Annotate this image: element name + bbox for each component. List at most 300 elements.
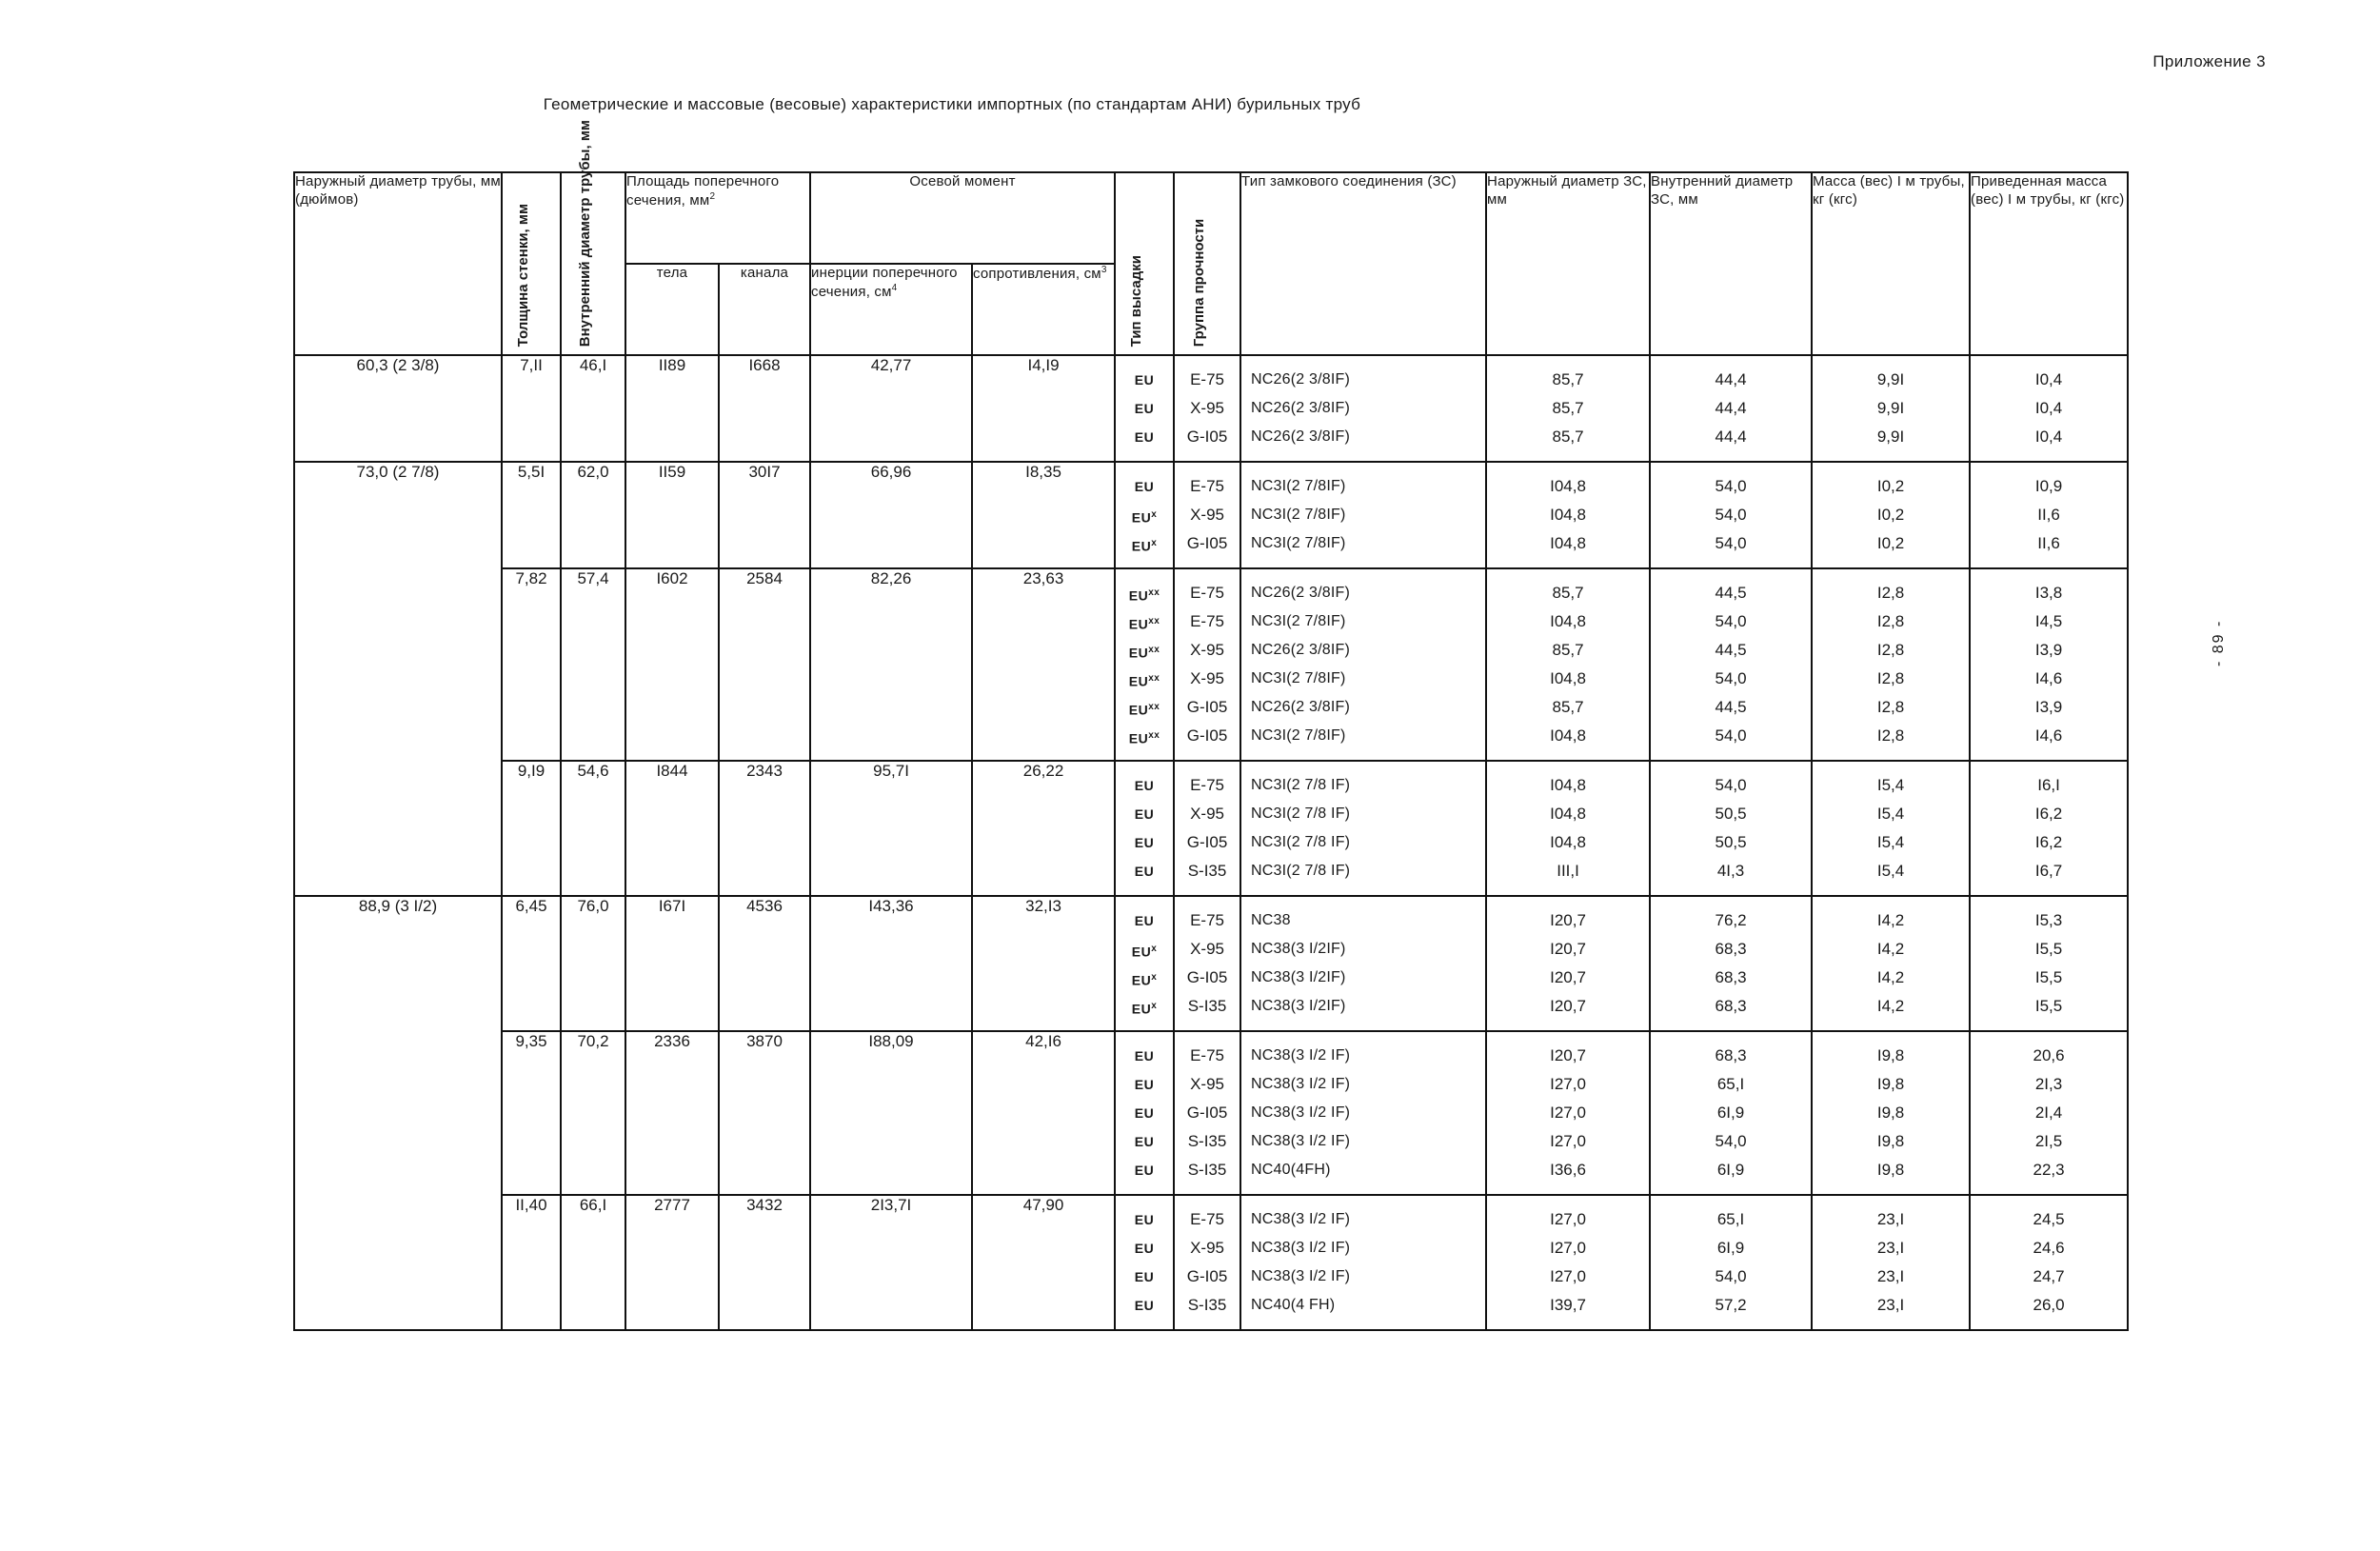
cell-moment-resistance: 32,I3: [972, 896, 1115, 1031]
cell-mass-item: I4,2: [1876, 997, 1905, 1015]
cell-strength-group-item: G-I05: [1186, 534, 1228, 552]
cell-tool-joint-item: NC40(4 FH): [1251, 1297, 1336, 1313]
cell-strength-group-item: S-I35: [1187, 1296, 1227, 1314]
cell-inner-diameter: 57,4: [561, 568, 625, 761]
cell-tj-inner-item: 6I,9: [1716, 1161, 1745, 1179]
cell-strength-group: [1174, 1195, 1240, 1330]
cell-upset-type: [1115, 1031, 1174, 1195]
cell-tj-inner-item: 54,0: [1715, 612, 1747, 630]
cell-tool-joint-item: NC38(3 I/2 IF): [1251, 1104, 1351, 1121]
cell-wall-thickness: II,40: [502, 1195, 561, 1330]
th-mass: Масса (вес) I м трубы, кг (кгс): [1812, 172, 1970, 355]
cell-reduced-mass-item: 24,7: [2033, 1267, 2065, 1285]
cell-mass-item: 23,I: [1876, 1267, 1905, 1285]
cell-reduced-mass-item: 26,0: [2033, 1296, 2065, 1314]
cell-strength-group: [1174, 1031, 1240, 1195]
cell-area-channel: I668: [719, 355, 810, 462]
cell-tj-outer-item: I20,7: [1550, 968, 1586, 986]
cell-strength-group-item: E-75: [1190, 1046, 1224, 1064]
cell-strength-group-item: G-I05: [1186, 1104, 1228, 1122]
cell-upset-type-item: EU$^{xx}$: [1128, 616, 1160, 632]
cell-tool-joint: [1240, 355, 1486, 462]
cell-upset-type: [1115, 1195, 1174, 1330]
cell-mass-item: I5,4: [1876, 776, 1905, 794]
cell-area-body: 2777: [625, 1195, 719, 1330]
cell-upset-type-item: $EU^x$: [1131, 972, 1158, 988]
cell-reduced-mass: [1970, 761, 2128, 896]
cell-reduced-mass: [1970, 1031, 2128, 1195]
cell-mass: [1812, 1031, 1970, 1195]
cell-wall-thickness: 6,45: [502, 896, 561, 1031]
cell-mass-item: 9,9I: [1876, 370, 1905, 388]
cell-tj-outer: [1486, 462, 1650, 568]
cell-upset-type-item: EU$^{xx}$: [1128, 702, 1160, 718]
cell-tj-outer: [1486, 761, 1650, 896]
cell-tool-joint: [1240, 462, 1486, 568]
cell-moment-resistance: 47,90: [972, 1195, 1115, 1330]
cell-reduced-mass-item: I0,4: [2034, 399, 2063, 417]
cell-upset-type-item: EU: [1134, 429, 1155, 445]
th-strength-group: Группа прочности: [1174, 172, 1240, 355]
cell-tj-outer-item: 85,7: [1552, 584, 1584, 602]
cell-tj-outer-item: I20,7: [1550, 911, 1586, 929]
table-row: [294, 1195, 2128, 1330]
th-inner-diameter: Внутренний диаметр трубы, мм: [561, 172, 625, 355]
cell-strength-group-item: X-95: [1190, 399, 1224, 417]
cell-tool-joint-item: NC26(2 3/8IF): [1251, 642, 1350, 658]
cell-tj-outer-item: 85,7: [1552, 370, 1584, 388]
cell-strength-group-item: X-95: [1190, 641, 1224, 659]
cell-upset-type: [1115, 896, 1174, 1031]
cell-tj-inner-item: 57,2: [1715, 1296, 1747, 1314]
cell-tj-outer-item: I27,0: [1550, 1132, 1586, 1150]
cell-moment-resistance: 23,63: [972, 568, 1115, 761]
cell-strength-group-item: G-I05: [1186, 698, 1228, 716]
cell-upset-type-item: $EU^x$: [1131, 944, 1158, 960]
cell-reduced-mass-item: II,6: [2037, 506, 2060, 524]
cell-tool-joint: [1240, 568, 1486, 761]
cell-moment-inertia: 82,26: [810, 568, 972, 761]
cell-strength-group-item: E-75: [1190, 612, 1224, 630]
cell-mass-item: I9,8: [1876, 1075, 1905, 1093]
cell-tool-joint-item: NC38(3 I/2 IF): [1251, 1133, 1351, 1149]
cell-area-channel: 2343: [719, 761, 810, 896]
cell-mass-item: 23,I: [1876, 1210, 1905, 1228]
cell-tj-inner-item: 44,5: [1715, 584, 1747, 602]
cell-upset-type-item: EU$^{xx}$: [1128, 730, 1160, 746]
cell-area-channel: 3870: [719, 1031, 810, 1195]
th-area-body: тела: [625, 264, 719, 355]
cell-tool-joint-item: NC26(2 3/8IF): [1251, 699, 1350, 715]
cell-tj-outer-item: I36,6: [1550, 1161, 1586, 1179]
cell-strength-group-item: X-95: [1190, 940, 1224, 958]
cell-reduced-mass-item: 2I,5: [2034, 1132, 2063, 1150]
cell-outer-diameter: 60,3 (2 3/8): [294, 355, 502, 462]
cell-tool-joint-item: NC3I(2 7/8 IF): [1251, 777, 1351, 793]
cell-tj-inner-item: 44,4: [1715, 370, 1747, 388]
cell-mass-item: I4,2: [1876, 968, 1905, 986]
cell-reduced-mass-item: I5,5: [2034, 997, 2063, 1015]
cell-strength-group-item: S-I35: [1187, 1161, 1227, 1179]
cell-mass: [1812, 761, 1970, 896]
cell-reduced-mass-item: I3,9: [2034, 698, 2063, 716]
table-row: [294, 896, 2128, 1031]
cell-tj-inner: [1650, 761, 1812, 896]
cell-tj-outer-item: 85,7: [1552, 698, 1584, 716]
cell-area-body: II59: [625, 462, 719, 568]
cell-tj-inner-item: 4I,3: [1716, 862, 1745, 880]
cell-tj-inner-item: 54,0: [1715, 1132, 1747, 1150]
cell-strength-group-item: X-95: [1190, 1075, 1224, 1093]
cell-outer-diameter: 88,9 (3 I/2): [294, 896, 502, 1330]
th-upset-type: Тип высадки: [1115, 172, 1174, 355]
cell-wall-thickness: 7,82: [502, 568, 561, 761]
cell-tj-inner-item: 68,3: [1715, 1046, 1747, 1064]
cell-reduced-mass-item: 2I,4: [2034, 1104, 2063, 1122]
cell-upset-type: [1115, 568, 1174, 761]
cell-tj-inner-item: 54,0: [1715, 776, 1747, 794]
cell-upset-type-item: EU: [1134, 479, 1155, 494]
cell-tj-outer-item: 85,7: [1552, 641, 1584, 659]
characteristics-table: [293, 119, 2129, 1331]
cell-tj-inner-item: 6I,9: [1716, 1104, 1745, 1122]
cell-tj-outer-item: I04,8: [1550, 726, 1586, 745]
cell-upset-type: [1115, 462, 1174, 568]
cell-tool-joint: [1240, 896, 1486, 1031]
cell-tj-outer-item: I27,0: [1550, 1104, 1586, 1122]
cell-mass-item: I9,8: [1876, 1132, 1905, 1150]
cell-reduced-mass-item: I5,5: [2034, 968, 2063, 986]
th-tj-inner-diameter: Внутренний диаметр ЗС, мм: [1650, 172, 1812, 355]
cell-tj-outer-item: I20,7: [1550, 997, 1586, 1015]
cell-upset-type-item: EU: [1134, 835, 1155, 850]
table-row: [294, 761, 2128, 896]
cell-reduced-mass-item: I5,5: [2034, 940, 2063, 958]
cell-tj-outer: [1486, 896, 1650, 1031]
cell-strength-group-item: G-I05: [1186, 968, 1228, 986]
cell-tool-joint-item: NC40(4FH): [1251, 1162, 1331, 1178]
cell-tool-joint-item: NC38(3 I/2 IF): [1251, 1268, 1351, 1284]
cell-mass-item: I2,8: [1876, 726, 1905, 745]
cell-moment-resistance: I4,I9: [972, 355, 1115, 462]
cell-upset-type-item: EU: [1134, 1163, 1155, 1178]
cell-moment-inertia: I43,36: [810, 896, 972, 1031]
cell-mass-item: 23,I: [1876, 1239, 1905, 1257]
cell-strength-group-item: X-95: [1190, 1239, 1224, 1257]
cell-tool-joint-item: NC3I(2 7/8 IF): [1251, 805, 1351, 822]
cell-tool-joint-item: NC26(2 3/8IF): [1251, 428, 1350, 445]
cell-strength-group-item: E-75: [1190, 477, 1224, 495]
cell-mass: [1812, 568, 1970, 761]
cell-tool-joint-item: NC38(3 I/2 IF): [1251, 1076, 1351, 1092]
cell-tj-inner-item: 68,3: [1715, 968, 1747, 986]
cell-tool-joint-item: NC38(3 I/2IF): [1251, 941, 1346, 957]
cell-strength-group: [1174, 462, 1240, 568]
cell-tj-inner-item: 65,I: [1716, 1075, 1745, 1093]
cell-moment-resistance: I8,35: [972, 462, 1115, 568]
cell-inner-diameter: 70,2: [561, 1031, 625, 1195]
cell-tool-joint: [1240, 1031, 1486, 1195]
cell-reduced-mass: [1970, 462, 2128, 568]
cell-tj-inner-item: 44,5: [1715, 641, 1747, 659]
cell-tool-joint-item: NC38(3 I/2IF): [1251, 969, 1346, 985]
cell-strength-group-item: S-I35: [1187, 997, 1227, 1015]
cell-wall-thickness: 5,5I: [502, 462, 561, 568]
cell-tool-joint-item: NC38(3 I/2 IF): [1251, 1240, 1351, 1256]
cell-tj-inner: [1650, 1195, 1812, 1330]
table-row: [294, 568, 2128, 761]
cell-mass-item: I9,8: [1876, 1161, 1905, 1179]
cell-reduced-mass-item: I0,9: [2034, 477, 2063, 495]
cell-inner-diameter: 76,0: [561, 896, 625, 1031]
cell-upset-type: [1115, 761, 1174, 896]
cell-tool-joint-item: NC26(2 3/8IF): [1251, 371, 1350, 388]
cell-tj-inner: [1650, 1031, 1812, 1195]
cell-area-body: I67I: [625, 896, 719, 1031]
cell-tj-inner: [1650, 896, 1812, 1031]
cell-inner-diameter: 54,6: [561, 761, 625, 896]
th-moment-resistance: сопротивления, $см^3$: [972, 264, 1115, 355]
th-area-group: Площадь поперечного сечения, $мм^2$: [625, 172, 810, 264]
cell-tj-outer-item: I27,0: [1550, 1267, 1586, 1285]
cell-upset-type-item: $EU^x$: [1131, 1001, 1158, 1017]
cell-upset-type-item: EU$^{xx}$: [1128, 587, 1160, 604]
cell-tj-outer-item: I04,8: [1550, 612, 1586, 630]
cell-upset-type-item: EU: [1134, 1048, 1155, 1064]
cell-reduced-mass-item: 2I,3: [2034, 1075, 2063, 1093]
cell-mass-item: I2,8: [1876, 641, 1905, 659]
cell-area-channel: 3432: [719, 1195, 810, 1330]
cell-mass-item: I2,8: [1876, 584, 1905, 602]
cell-moment-resistance: 42,I6: [972, 1031, 1115, 1195]
cell-tool-joint: [1240, 761, 1486, 896]
cell-wall-thickness: 7,II: [502, 355, 561, 462]
cell-strength-group: [1174, 896, 1240, 1031]
cell-strength-group-item: X-95: [1190, 805, 1224, 823]
cell-upset-type-item: EU: [1134, 778, 1155, 793]
th-tool-joint-type: Тип замкового соединения (ЗС): [1240, 172, 1486, 355]
cell-reduced-mass-item: I6,2: [2034, 833, 2063, 851]
cell-strength-group: [1174, 761, 1240, 896]
cell-tj-inner-item: 54,0: [1715, 477, 1747, 495]
cell-strength-group-item: X-95: [1190, 506, 1224, 524]
cell-tj-inner-item: 44,4: [1715, 399, 1747, 417]
table-header-row: [294, 172, 2128, 264]
cell-upset-type-item: EU: [1134, 1241, 1155, 1256]
cell-upset-type-item: EU: [1134, 1134, 1155, 1149]
appendix-label: Приложение 3: [2152, 52, 2266, 70]
cell-tj-outer-item: I27,0: [1550, 1075, 1586, 1093]
cell-tj-outer-item: I27,0: [1550, 1239, 1586, 1257]
cell-tj-outer-item: I27,0: [1550, 1210, 1586, 1228]
cell-tj-inner-item: 54,0: [1715, 534, 1747, 552]
cell-tj-inner-item: 54,0: [1715, 669, 1747, 687]
cell-tool-joint-item: NC3I(2 7/8IF): [1251, 535, 1346, 551]
cell-strength-group-item: E-75: [1190, 1210, 1224, 1228]
cell-strength-group-item: S-I35: [1187, 1132, 1227, 1150]
cell-strength-group-item: G-I05: [1186, 1267, 1228, 1285]
th-wall-thickness: Толщина стенки, мм: [502, 172, 561, 355]
cell-tj-outer-item: III,I: [1557, 862, 1579, 880]
cell-upset-type-item: $EU^x$: [1131, 509, 1158, 526]
cell-tool-joint-item: NC3I(2 7/8IF): [1251, 478, 1346, 494]
table-head: [294, 119, 2128, 355]
cell-tj-inner-item: 54,0: [1715, 726, 1747, 745]
cell-tj-outer-item: I20,7: [1550, 940, 1586, 958]
cell-tool-joint-item: NC3I(2 7/8 IF): [1251, 863, 1351, 879]
cell-tj-inner-item: 50,5: [1715, 833, 1747, 851]
cell-mass: [1812, 355, 1970, 462]
cell-tj-outer-item: I04,8: [1550, 534, 1586, 552]
cell-reduced-mass-item: I4,6: [2034, 726, 2063, 745]
cell-tj-outer: [1486, 355, 1650, 462]
cell-strength-group-item: X-95: [1190, 669, 1224, 687]
cell-reduced-mass-item: 22,3: [2033, 1161, 2065, 1179]
cell-tj-inner-item: 68,3: [1715, 997, 1747, 1015]
page-number: - 89 -: [2211, 619, 2227, 666]
cell-tool-joint-item: NC3I(2 7/8IF): [1251, 670, 1346, 686]
characteristics-table-wrapper: [293, 119, 2127, 1331]
cell-mass-item: I9,8: [1876, 1046, 1905, 1064]
cell-mass-item: 23,I: [1876, 1296, 1905, 1314]
cell-strength-group: [1174, 568, 1240, 761]
cell-strength-group-item: G-I05: [1186, 428, 1228, 446]
cell-mass-item: I2,8: [1876, 669, 1905, 687]
cell-tj-outer-item: I04,8: [1550, 776, 1586, 794]
cell-upset-type-item: EU: [1134, 1077, 1155, 1092]
cell-tool-joint: [1240, 1195, 1486, 1330]
cell-tj-inner-item: 44,4: [1715, 428, 1747, 446]
cell-mass-item: I0,2: [1876, 534, 1905, 552]
th-area-exponent: 2: [709, 190, 716, 202]
cell-upset-type-item: $EU^x$: [1131, 538, 1158, 554]
cell-mass-item: I0,2: [1876, 477, 1905, 495]
cell-mass-item: I5,4: [1876, 833, 1905, 851]
cell-upset-type-item: EU: [1134, 1298, 1155, 1313]
cell-strength-group: [1174, 355, 1240, 462]
cell-area-body: 2336: [625, 1031, 719, 1195]
cell-upset-type-item: EU$^{xx}$: [1128, 645, 1160, 661]
cell-mass-item: I9,8: [1876, 1104, 1905, 1122]
cell-area-channel: 2584: [719, 568, 810, 761]
cell-tool-joint-item: NC26(2 3/8IF): [1251, 400, 1350, 416]
cell-inner-diameter: 46,I: [561, 355, 625, 462]
cell-tj-outer-item: I39,7: [1550, 1296, 1586, 1314]
table-row: [294, 462, 2128, 568]
cell-strength-group-item: E-75: [1190, 370, 1224, 388]
cell-upset-type: [1115, 355, 1174, 462]
th-moment-group: Осевой момент: [810, 172, 1115, 264]
cell-mass-item: I5,4: [1876, 805, 1905, 823]
cell-mass: [1812, 896, 1970, 1031]
cell-upset-type-item: EU$^{xx}$: [1128, 673, 1160, 689]
cell-outer-diameter: 73,0 (2 7/8): [294, 462, 502, 896]
cell-reduced-mass: [1970, 355, 2128, 462]
cell-reduced-mass-item: I3,9: [2034, 641, 2063, 659]
cell-tj-inner-item: 65,I: [1716, 1210, 1745, 1228]
cell-tj-inner-item: 50,5: [1715, 805, 1747, 823]
cell-mass-item: I0,2: [1876, 506, 1905, 524]
cell-tj-outer: [1486, 1031, 1650, 1195]
page-title: Геометрические и массовые (весовые) характеристики импортных (по стандартам АНИ) бурильных труб: [543, 95, 1361, 113]
cell-moment-resistance: 26,22: [972, 761, 1115, 896]
table-row: [294, 355, 2128, 462]
th-inertia-exponent: 4: [891, 282, 898, 293]
cell-tool-joint-item: NC3I(2 7/8IF): [1251, 507, 1346, 523]
cell-tj-inner-item: 68,3: [1715, 940, 1747, 958]
cell-moment-inertia: 66,96: [810, 462, 972, 568]
cell-tj-outer-item: I04,8: [1550, 833, 1586, 851]
cell-tj-inner-item: 44,5: [1715, 698, 1747, 716]
cell-area-body: II89: [625, 355, 719, 462]
cell-inner-diameter: 66,I: [561, 1195, 625, 1330]
cell-mass-item: I4,2: [1876, 911, 1905, 929]
table-body: [294, 355, 2128, 1330]
cell-upset-type-item: EU: [1134, 913, 1155, 928]
cell-tj-inner: [1650, 462, 1812, 568]
cell-tool-joint-item: NC38(3 I/2 IF): [1251, 1047, 1351, 1064]
cell-mass-item: 9,9I: [1876, 399, 1905, 417]
cell-area-body: I844: [625, 761, 719, 896]
th-moment-inertia: инерции поперечного сечения, $см^4$: [810, 264, 972, 355]
cell-wall-thickness: 9,35: [502, 1031, 561, 1195]
cell-reduced-mass-item: I5,3: [2034, 911, 2063, 929]
cell-moment-inertia: 2I3,7I: [810, 1195, 972, 1330]
cell-upset-type-item: EU: [1134, 372, 1155, 388]
cell-tool-joint-item: NC38(3 I/2IF): [1251, 998, 1346, 1014]
cell-upset-type-item: EU: [1134, 864, 1155, 879]
cell-tj-outer: [1486, 1195, 1650, 1330]
cell-tj-inner: [1650, 355, 1812, 462]
cell-tj-outer-item: I04,8: [1550, 506, 1586, 524]
cell-reduced-mass-item: II,6: [2037, 534, 2060, 552]
cell-mass: [1812, 1195, 1970, 1330]
cell-tool-joint-item: NC38(3 I/2 IF): [1251, 1211, 1351, 1227]
cell-mass-item: I5,4: [1876, 862, 1905, 880]
cell-strength-group-item: E-75: [1190, 776, 1224, 794]
cell-moment-inertia: 95,7I: [810, 761, 972, 896]
cell-strength-group-item: G-I05: [1186, 726, 1228, 745]
cell-tj-inner-item: 54,0: [1715, 506, 1747, 524]
cell-moment-inertia: 42,77: [810, 355, 972, 462]
cell-tj-outer-item: I20,7: [1550, 1046, 1586, 1064]
cell-strength-group-item: G-I05: [1186, 833, 1228, 851]
cell-upset-type-item: EU: [1134, 401, 1155, 416]
cell-tj-outer-item: I04,8: [1550, 669, 1586, 687]
cell-reduced-mass-item: 20,6: [2033, 1046, 2065, 1064]
cell-tj-outer-item: I04,8: [1550, 805, 1586, 823]
cell-mass-item: I4,2: [1876, 940, 1905, 958]
cell-tj-inner-item: 6I,9: [1716, 1239, 1745, 1257]
th-outer-diameter: Наружный диаметр трубы, мм (дюймов): [294, 172, 502, 355]
cell-reduced-mass-item: I0,4: [2034, 428, 2063, 446]
cell-reduced-mass: [1970, 896, 2128, 1031]
table-row: [294, 1031, 2128, 1195]
cell-tj-outer-item: 85,7: [1552, 399, 1584, 417]
cell-strength-group-item: E-75: [1190, 911, 1224, 929]
cell-tool-joint-item: NC26(2 3/8IF): [1251, 585, 1350, 601]
cell-mass-item: I2,8: [1876, 612, 1905, 630]
cell-wall-thickness: 9,I9: [502, 761, 561, 896]
cell-reduced-mass-item: I6,2: [2034, 805, 2063, 823]
cell-reduced-mass-item: I6,I: [2037, 776, 2060, 794]
cell-reduced-mass-item: I0,4: [2034, 370, 2063, 388]
cell-tool-joint-item: NC38: [1251, 912, 1291, 928]
th-reduced-mass: Приведенная масса (вес) I м трубы, кг (кгс): [1970, 172, 2128, 355]
cell-mass-item: 9,9I: [1876, 428, 1905, 446]
cell-tool-joint-item: NC3I(2 7/8IF): [1251, 727, 1346, 744]
cell-area-channel: 4536: [719, 896, 810, 1031]
